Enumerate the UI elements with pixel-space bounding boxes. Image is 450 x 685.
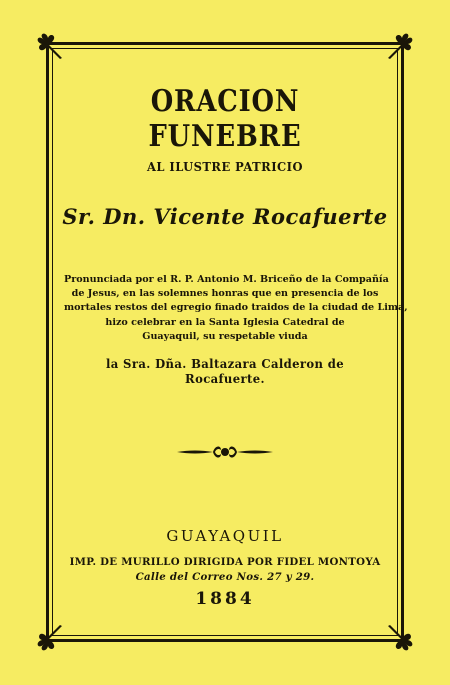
body-paragraph [64,273,408,344]
printer-address: Calle del Correo Nos. 27 y 29. [135,571,315,583]
ornament-divider-icon [175,442,275,462]
fleuron-corner-icon [32,616,72,656]
honoree-name: Sr. Dn. Vicente Rocafuerte [62,204,388,229]
body-line: hizo celebrar en la Santa Iglesia Catedral de [105,316,345,328]
body-line: mortales restos del egregio finado traidos de la ciudad de Lima, [64,302,408,314]
dedicatee: la Sra. Dña. Baltazara Calderon de Rocafuerte. [105,356,345,386]
publication-year: 1884 [195,589,255,609]
fleuron-corner-icon [378,616,418,656]
city: GUAYAQUIL [166,527,284,545]
page-title: ORACION FUNEBRE [148,84,302,154]
body-line: de Jesus, en las solemnes honras que en presencia de los [71,288,379,300]
body-line: Pronunciada por el R. P. Antonio M. Briceño de la Compañía [64,274,389,285]
fleuron-corner-icon [32,28,72,68]
body-line: Guayaquil, su respetable viuda [142,330,308,342]
subtitle: AL ILUSTRE PATRICIO [147,159,303,174]
fleuron-corner-icon [378,28,418,68]
printer-line: IMP. DE MURILLO DIRIGIDA POR FIDEL MONTOYA [69,556,381,568]
